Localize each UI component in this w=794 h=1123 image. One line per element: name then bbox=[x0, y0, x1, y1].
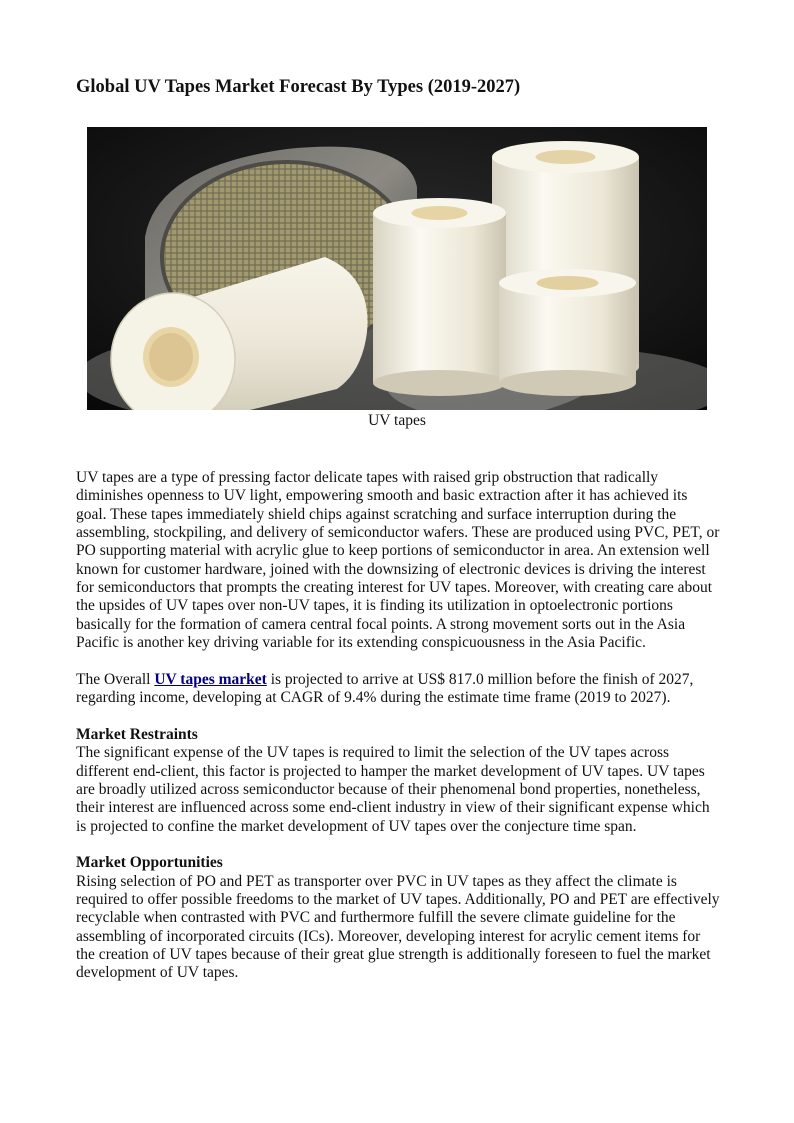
tape-roll-middle bbox=[373, 198, 506, 396]
uv-tapes-illustration bbox=[87, 127, 707, 410]
intro-paragraph: UV tapes are a type of pressing factor delicate tapes with raised grip obstruction that radically diminishes openness to UV light, empowering smooth and basic extraction after it has achieved its goal. These tapes immediately shield chips against scratching and surface interruption during the assembling, stockpiling, and delivery of semiconductor wafers. These are produced using PVC, PET, or PO supporting material with acrylic glue to keep portions of semiconductor in area. An extension well known for customer hardware, joined with the downsizing of electronic devices is driving the interest for semiconductors that prompts the creating interest for UV tapes. Moreover, with creating care about the upsides of UV tapes over non-UV tapes, it is finding its utilization in optoelectronic portions basically for the formation of camera central focal points. A strong movement sorts out in the Asia Pacific is another key driving variable for its extending conspicuousness in the Asia Pacific. bbox=[76, 469, 720, 652]
article-body bbox=[76, 469, 721, 983]
tape-roll-short bbox=[499, 269, 636, 396]
uv-tapes-market-link[interactable]: UV tapes market bbox=[154, 670, 267, 688]
page-title: Global UV Tapes Market Forecast By Types (2019-2027) bbox=[76, 77, 521, 97]
overall-market-paragraph bbox=[76, 671, 721, 708]
restraints-section bbox=[76, 726, 721, 836]
overall-suffix: is projected to arrive at US$ 817.0 million before the finish of 2027, regarding income, developing at CAGR of 9.4% during the estimate time frame (2019 to 2027). bbox=[76, 670, 694, 707]
restraints-text: The significant expense of the UV tapes is required to limit the selection of the UV tapes across different end-client, this factor is projected to hamper the market development of UV tapes. UV tapes are broadly utilized across semiconductor because of their phenomenal bond properties, nonetheless, their interest are influenced across some end-client industry in view of their significant expense which is projected to confine the market development of UV tapes over the conjecture time span. bbox=[76, 744, 710, 835]
figure-caption: UV tapes bbox=[368, 412, 426, 429]
restraints-heading: Market Restraints bbox=[76, 725, 198, 743]
opportunities-heading: Market Opportunities bbox=[76, 854, 223, 872]
opportunities-section bbox=[76, 854, 721, 982]
overall-prefix: The Overall bbox=[76, 670, 155, 688]
opportunities-text: Rising selection of PO and PET as transporter over PVC in UV tapes as they affect the climate is required to offer possible freedoms to the market of UV tapes. Additionally, PO and PET are effectively recyclable when contrasted with PVC and furthermore fulfill the severe climate guideline for the assembling of incorporated circuits (ICs). Moreover, developing interest for acrylic cement items for the creation of UV tapes because of their great glue strength is additionally foreseen to fuel the market development of UV tapes. bbox=[76, 872, 720, 982]
uv-tapes-photo bbox=[87, 127, 707, 410]
